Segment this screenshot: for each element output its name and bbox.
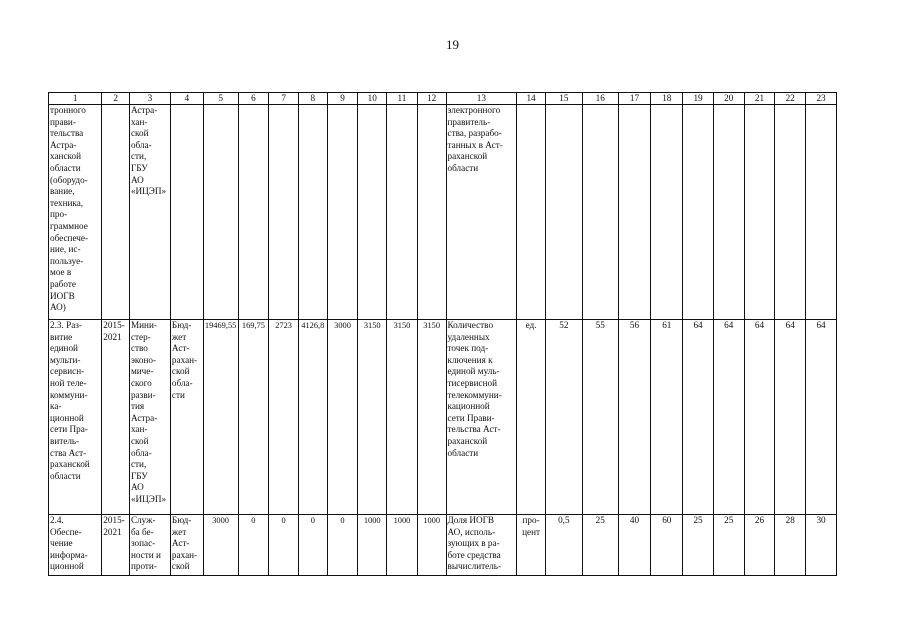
indicator-name-cell-line: сети Прави- xyxy=(447,412,495,423)
indicator-value-cell xyxy=(744,105,775,320)
indicator-name-cell-line: тисервисной xyxy=(447,377,498,388)
funding-value-cell: 1000 xyxy=(417,515,446,576)
executor-cell-line: зопас- xyxy=(130,538,156,549)
indicator-name-cell-line: кационной xyxy=(447,401,490,412)
indicator-value-cell: 64 xyxy=(775,320,806,515)
funding-value-cell: 3000 xyxy=(327,320,358,515)
funding-value-cell: 0 xyxy=(269,515,299,576)
measure-name-cell-line: ства Аст- xyxy=(50,447,87,458)
measure-name-cell-line: 2.3. Раз- xyxy=(50,320,82,330)
measure-name-cell-line: ние, ис- xyxy=(50,244,81,255)
measure-name-cell-line: ной теле- xyxy=(50,377,87,388)
funding-source-cell-line: ской xyxy=(171,561,190,572)
measure-name-cell-line: Астра- xyxy=(50,139,77,150)
indicator-value-cell xyxy=(545,105,582,320)
indicator-value-cell: 64 xyxy=(806,320,837,515)
column-header-6: 6 xyxy=(238,93,269,105)
column-header-17: 17 xyxy=(618,93,651,105)
measure-name-cell-line: 2.4. xyxy=(50,515,64,525)
executor-cell-line: ской xyxy=(130,128,149,139)
executor-cell-line: сти, xyxy=(130,151,147,162)
indicator-value-cell xyxy=(775,105,806,320)
executor-cell-line: ГБУ xyxy=(130,470,148,481)
measure-name-cell-line: мульти- xyxy=(50,354,81,365)
column-header-22: 22 xyxy=(775,93,806,105)
funding-value-cell xyxy=(417,105,446,320)
funding-value-cell: 4126,8 xyxy=(298,320,327,515)
indicator-value-cell: 0,5 xyxy=(545,515,582,576)
executor-cell-line: стер- xyxy=(130,331,151,342)
column-header-11: 11 xyxy=(387,93,418,105)
program-table xyxy=(48,92,837,576)
indicator-name-cell-line: удаленных xyxy=(447,331,490,342)
indicator-value-cell xyxy=(582,105,618,320)
executor-cell-line: АО xyxy=(130,174,144,185)
executor-cell-line: Служ- xyxy=(130,515,156,525)
measure-name-cell-line: Обеспе- xyxy=(50,526,82,537)
column-header-4: 4 xyxy=(170,93,203,105)
indicator-name-cell xyxy=(446,320,517,515)
measure-name-cell-line: мое в xyxy=(50,267,72,278)
measure-name-cell-line: ка- xyxy=(50,401,62,412)
indicator-name-cell-line: области xyxy=(447,447,479,458)
funding-value-cell xyxy=(387,105,418,320)
measure-name-cell-line: информа- xyxy=(50,549,88,560)
funding-source-cell-line: жет xyxy=(171,331,187,342)
indicator-name-cell-line: правитель- xyxy=(447,116,491,127)
column-header-5: 5 xyxy=(203,93,238,105)
funding-value-cell xyxy=(203,105,238,320)
funding-value-cell xyxy=(327,105,358,320)
measure-name-cell-line: витель- xyxy=(50,435,80,446)
executor-cell-line: миче- xyxy=(130,366,154,377)
indicator-name-cell xyxy=(446,515,517,576)
indicator-name-cell-line: тельства Аст- xyxy=(447,424,501,435)
executor-cell-line: ство xyxy=(130,343,148,354)
indicator-value-cell: 30 xyxy=(806,515,837,576)
executor-cell-line: сти, xyxy=(130,459,147,470)
funding-value-cell: 1000 xyxy=(358,515,387,576)
funding-source-cell-line: Аст- xyxy=(171,538,190,549)
executor-cell-line: разви- xyxy=(130,389,156,400)
indicator-name-cell-line: Количество xyxy=(447,320,494,330)
measure-name-cell xyxy=(49,105,102,320)
measure-name-cell-line: АО) xyxy=(50,302,66,313)
executor-cell-line: Астра- xyxy=(130,412,158,423)
indicator-value-cell: 64 xyxy=(744,320,775,515)
measure-name-cell-line: работе xyxy=(50,278,76,289)
measure-name-cell-line: витие xyxy=(50,331,73,342)
indicator-name-cell-line: раханской xyxy=(447,151,488,162)
measure-name-cell-line: про- xyxy=(50,209,68,220)
measure-name-cell-line: граммное xyxy=(50,220,88,231)
funding-value-cell: 0 xyxy=(238,515,269,576)
column-header-23: 23 xyxy=(806,93,837,105)
indicator-name-cell-line: боте средства xyxy=(447,549,501,560)
executor-cell-line: обла- xyxy=(130,447,152,458)
measure-name-cell-line: техника, xyxy=(50,197,84,208)
period-cell-line: 2021 xyxy=(103,331,122,342)
column-header-13: 13 xyxy=(446,93,517,105)
executor-cell-line: тия xyxy=(130,401,145,412)
measure-name-cell-line: единой xyxy=(50,343,78,354)
executor-cell-line: «ИЦЭП» xyxy=(130,493,167,504)
indicator-name-cell-line: раханской xyxy=(447,435,488,446)
measure-name-cell-line: ханской xyxy=(50,151,82,162)
indicator-name-cell-line: телекоммуни- xyxy=(447,389,502,400)
indicator-value-cell: 64 xyxy=(713,320,744,515)
funding-value-cell: 3150 xyxy=(358,320,387,515)
funding-source-cell-line: обла- xyxy=(171,377,193,388)
executor-cell-line: ской xyxy=(130,435,149,446)
funding-source-cell xyxy=(170,320,203,515)
measure-name-cell-line: сети Пра- xyxy=(50,424,88,435)
indicator-value-cell: 55 xyxy=(582,320,618,515)
column-header-19: 19 xyxy=(683,93,714,105)
column-header-3: 3 xyxy=(129,93,170,105)
column-header-9: 9 xyxy=(327,93,358,105)
executor-cell-line: ба бе- xyxy=(130,526,154,537)
executor-cell-line: ГБУ xyxy=(130,162,148,173)
funding-value-cell: 3150 xyxy=(417,320,446,515)
period-cell-line: 2015- xyxy=(103,320,125,330)
funding-value-cell xyxy=(269,105,299,320)
funding-source-cell-line: Бюд- xyxy=(171,515,192,525)
executor-cell-line: ности и xyxy=(130,549,161,560)
funding-value-cell xyxy=(238,105,269,320)
indicator-value-cell: 40 xyxy=(618,515,651,576)
measure-name-cell-line: области xyxy=(50,470,81,481)
unit-cell: про- цент xyxy=(517,515,546,576)
period-cell xyxy=(102,515,130,576)
executor-cell xyxy=(129,320,170,515)
measure-name-cell-line: сервисн- xyxy=(50,366,85,377)
funding-value-cell: 3000 xyxy=(203,515,238,576)
indicator-value-cell: 26 xyxy=(744,515,775,576)
column-header-12: 12 xyxy=(417,93,446,105)
executor-cell-line: АО xyxy=(130,482,144,493)
indicator-name-cell-line: электронного xyxy=(447,105,501,115)
funding-value-cell xyxy=(358,105,387,320)
column-header-18: 18 xyxy=(651,93,683,105)
indicator-name-cell-line: ства, разрабо- xyxy=(447,128,502,139)
measure-name-cell-line: области xyxy=(50,162,81,173)
funding-source-cell xyxy=(170,105,203,320)
executor-cell-line: Мини- xyxy=(130,320,157,330)
indicator-value-cell xyxy=(806,105,837,320)
indicator-value-cell: 60 xyxy=(651,515,683,576)
indicator-value-cell: 25 xyxy=(582,515,618,576)
executor-cell-line: хан- xyxy=(130,116,148,127)
column-header-7: 7 xyxy=(269,93,299,105)
executor-cell-line: эконо- xyxy=(130,354,157,365)
executor-cell-line: проти- xyxy=(130,561,157,572)
funding-value-cell: 1000 xyxy=(387,515,418,576)
column-header-14: 14 xyxy=(517,93,546,105)
measure-name-cell-line: раханской xyxy=(50,459,90,470)
indicator-name-cell xyxy=(446,105,517,320)
column-header-16: 16 xyxy=(582,93,618,105)
funding-value-cell: 0 xyxy=(327,515,358,576)
period-cell xyxy=(102,105,130,320)
period-cell-line: 2015- xyxy=(103,515,125,525)
measure-name-cell-line: пользуе- xyxy=(50,255,84,266)
funding-value-cell: 0 xyxy=(298,515,327,576)
measure-name-cell-line: тельства xyxy=(50,128,84,139)
indicator-value-cell xyxy=(618,105,651,320)
funding-source-cell-line: рахан- xyxy=(171,354,198,365)
indicator-name-cell-line: вычислитель- xyxy=(447,561,502,572)
indicator-name-cell-line: Доля ИОГВ xyxy=(447,515,495,525)
column-header-21: 21 xyxy=(744,93,775,105)
funding-value-cell: 169,75 xyxy=(238,320,269,515)
indicator-name-cell-line: ключения к xyxy=(447,354,493,365)
measure-name-cell-line: коммуни- xyxy=(50,389,88,400)
period-cell xyxy=(102,320,130,515)
indicator-value-cell: 64 xyxy=(683,320,714,515)
indicator-value-cell xyxy=(713,105,744,320)
indicator-value-cell xyxy=(683,105,714,320)
funding-source-cell-line: Аст- xyxy=(171,343,190,354)
unit-cell: ед. xyxy=(517,320,546,515)
table-row xyxy=(49,105,837,320)
column-header-1: 1 xyxy=(49,93,102,105)
funding-value-cell: 3150 xyxy=(387,320,418,515)
indicator-name-cell-line: единой муль- xyxy=(447,366,500,377)
measure-name-cell-line: (оборудо- xyxy=(50,174,88,185)
indicator-name-cell-line: точек под- xyxy=(447,343,489,354)
executor-cell xyxy=(129,105,170,320)
unit-cell xyxy=(517,105,546,320)
executor-cell-line: хан- xyxy=(130,424,148,435)
funding-value-cell: 2723 xyxy=(269,320,299,515)
table-row xyxy=(49,515,837,576)
funding-source-cell-line: сти xyxy=(171,389,185,400)
measure-name-cell-line: чение xyxy=(50,538,73,549)
funding-value-cell xyxy=(298,105,327,320)
executor-cell-line: «ИЦЭП» xyxy=(130,186,167,197)
measure-name-cell-line: тронного xyxy=(50,105,86,115)
measure-name-cell-line: ционной xyxy=(50,412,84,423)
funding-source-cell-line: ской xyxy=(171,366,190,377)
indicator-value-cell: 25 xyxy=(683,515,714,576)
indicator-value-cell: 25 xyxy=(713,515,744,576)
executor-cell xyxy=(129,515,170,576)
indicator-value-cell: 61 xyxy=(651,320,683,515)
column-header-10: 10 xyxy=(358,93,387,105)
indicator-value-cell: 28 xyxy=(775,515,806,576)
indicator-name-cell-line: зующих в ра- xyxy=(447,538,500,549)
executor-cell-line: ского xyxy=(130,377,152,388)
indicator-value-cell: 56 xyxy=(618,320,651,515)
executor-cell-line: Астра- xyxy=(130,105,158,115)
period-cell-line: 2021 xyxy=(103,526,122,537)
column-header-8: 8 xyxy=(298,93,327,105)
funding-source-cell-line: жет xyxy=(171,526,187,537)
measure-name-cell-line: ционной xyxy=(50,561,84,572)
column-header-15: 15 xyxy=(545,93,582,105)
table-row xyxy=(49,320,837,515)
measure-name-cell xyxy=(49,515,102,576)
measure-name-cell-line: ИОГВ xyxy=(50,290,75,301)
measure-name-cell xyxy=(49,320,102,515)
measure-name-cell-line: вание, xyxy=(50,186,75,197)
indicator-name-cell-line: танных в Аст- xyxy=(447,139,503,150)
funding-source-cell-line: Бюд- xyxy=(171,320,192,330)
funding-value-cell: 19469,55 xyxy=(203,320,238,515)
measure-name-cell-line: прави- xyxy=(50,116,76,127)
page-number: 19 xyxy=(446,37,459,52)
indicator-value-cell xyxy=(651,105,683,320)
executor-cell-line: обла- xyxy=(130,139,152,150)
column-header-2: 2 xyxy=(102,93,130,105)
header-row xyxy=(49,93,837,105)
measure-name-cell-line: обеспече- xyxy=(50,232,89,243)
funding-source-cell-line: рахан- xyxy=(171,549,198,560)
column-header-20: 20 xyxy=(713,93,744,105)
funding-source-cell xyxy=(170,515,203,576)
indicator-value-cell: 52 xyxy=(545,320,582,515)
indicator-name-cell-line: АО, исполь- xyxy=(447,526,496,537)
indicator-name-cell-line: области xyxy=(447,162,479,173)
